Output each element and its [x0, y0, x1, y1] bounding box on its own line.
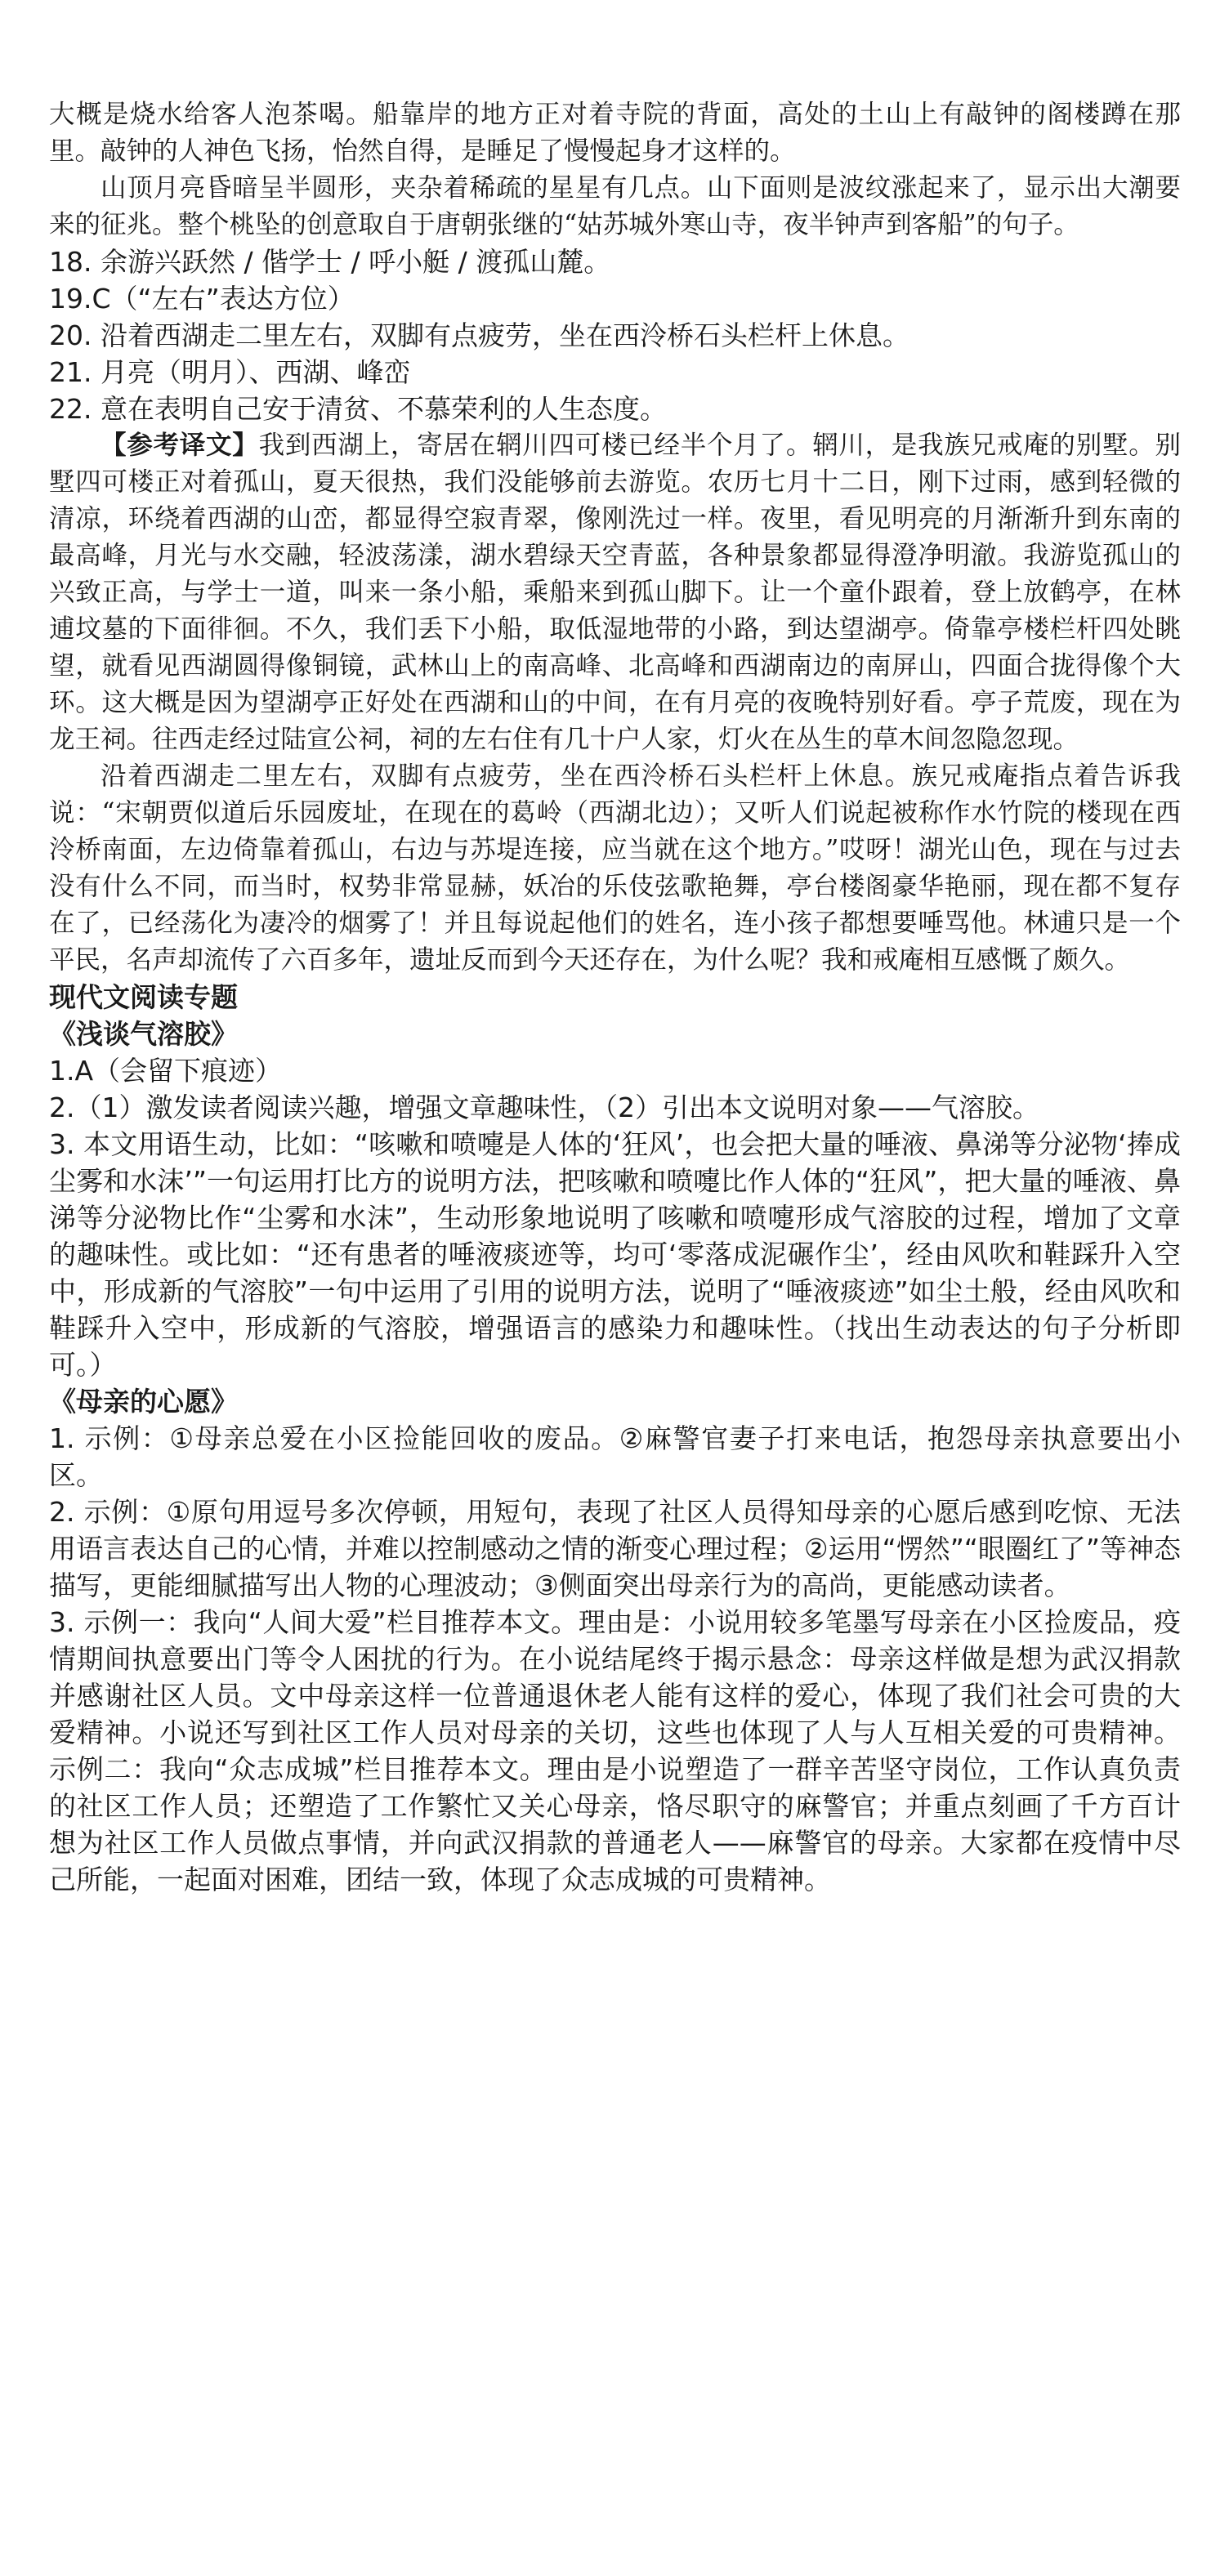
translation-paragraph-2: 沿着西湖走二里左右，双脚有点疲劳，坐在西泠桥石头栏杆上休息。族兄戒庵指点着告诉我说：“宋朝贾似道后乐园废址，在现在的葛岭（西湖北边）；又听人们说起被称作水竹院的楼现在西泠桥南面，左边倚靠着孤山，右边与苏堤连接，应当就在这个地方。”哎呀！湖光山色，现在与过去没有什么不同，而当时，权势非常显赫，妖冶的乐伎弦歌艳舞，亭台楼阁豪华艳丽，现在都不复存在了，已经荡化为凄冷的烟雾了！并且每说起他们的姓名，连小孩子都想要唾骂他。林逋只是一个平民，名声却流传了六百多年，遗址反而到今天还存在，为什么呢？我和戒庵相互感慨了颇久。: [49, 761, 1181, 975]
mothers-wish-answer-2: 2. 示例：①原句用逗号多次停顿，用短句，表现了社区人员得知母亲的心愿后感到吃惊、无法用语言表达自己的心情，并难以控制感动之情的渐变心理过程；②运用“愣然”“眼圈红了”等神态描写，更能细腻描写出人物的心理波动；③侧面突出母亲行为的高尚，更能感动读者。: [49, 1496, 1181, 1601]
mothers-wish-answer-1: 1. 示例：①母亲总爱在小区捡能回收的废品。②麻警官妻子打来电话，抱怨母亲执意要出小区。: [49, 1422, 1181, 1491]
answer-20: 20. 沿着西湖走二里左右，双脚有点疲劳，坐在西泠桥石头栏杆上休息。: [49, 319, 909, 351]
translation-label: 【参考译文】: [101, 431, 259, 460]
aerosol-answer-3: 3. 本文用语生动，比如：“咳嗽和喷嚏是人体的‘狂风’，也会把大量的唾液、鼻涕等分泌物‘捧成尘雾和水沫’”一句运用打比方的说明方法，把咳嗽和喷嚏比作人体的“狂风”，把大量的唾液、鼻涕等分泌物比作“尘雾和水沫”，生动形象地说明了咳嗽和喷嚏形成气溶胶的过程，增加了文章的趣味性。或比如：“还有患者的唾液痰迹等，均可‘零落成泥碾作尘’，经由风吹和鞋踩升入空中，形成新的气溶胶”一句中运用了引用的说明方法，说明了“唾液痰迹”如尘土般，经由风吹和鞋踩升入空中，形成新的气溶胶，增强语言的感染力和趣味性。（找出生动表达的句子分析即可。）: [49, 1128, 1181, 1381]
translation-text-1: 我到西湖上，寄居在辋川四可楼已经半个月了。辋川，是我族兄戒庵的别墅。别墅四可楼正对着孤山，夏天很热，我们没能够前去游览。农历七月十二日，刚下过雨，感到轻微的清凉，环绕着西湖的山峦，都显得空寂青翠，像刚洗过一样。夜里，看见明亮的月渐渐升到东南的最高峰，月光与水交融，轻波荡漾，湖水碧绿天空青蓝，各种景象都显得澄净明澈。我游览孤山的兴致正高，与学士一道，叫来一条小船，乘船来到孤山脚下。让一个童仆跟着，登上放鹤亭，在林逋坟墓的下面徘徊。不久，我们丢下小船，取低湿地带的小路，到达望湖亭。倚靠亭楼栏杆四处眺望，就看见西湖圆得像铜镜，武林山上的南高峰、北高峰和西湖南边的南屏山，四面合拢得像个大环。这大概是因为望湖亭正好处在西湖和山的中间，在有月亮的夜晚特别好看。亭子荒废，现在为龙王祠。往西走经过陆宣公祠，祠的左右住有几十户人家，灯火在丛生的草木间忽隐忽现。: [49, 431, 1181, 754]
aerosol-answer-1: 1.A（会留下痕迹）: [49, 1055, 283, 1087]
classical-paragraph-moon: 山顶月亮昏暗呈半圆形，夹杂着稀疏的星星有几点。山下面则是波纹涨起来了，显示出大潮要来的征兆。整个桃坠的创意取自于唐朝张继的“姑苏城外寒山寺，夜半钟声到客船”的句子。: [49, 173, 1181, 239]
section-title-modern-reading: 现代文阅读专题: [49, 981, 238, 1013]
article-title-mothers-wish: 《母亲的心愿》: [49, 1386, 238, 1417]
classical-paragraph-top: 大概是烧水给客人泡茶喝。船靠岸的地方正对着寺院的背面，高处的土山上有敲钟的阁楼蹲在那里。敲钟的人神色飞扬，怡然自得，是睡足了慢慢起身才这样的。: [49, 100, 1181, 166]
answer-page: [49, 96, 1181, 1898]
mothers-wish-answer-3: 3. 示例一：我向“人间大爱”栏目推荐本文。理由是：小说用较多笔墨写母亲在小区捡废品，疫情期间执意要出门等令人困扰的行为。在小说结尾终于揭示悬念：母亲这样做是想为武汉捐款并感谢社区人员。文中母亲这样一位普通退休老人能有这样的爱心，体现了我们社会可贵的大爱精神。小说还写到社区工作人员对母亲的关切，这些也体现了人与人互相关爱的可贵精神。示例二：我向“众志成城”栏目推荐本文。理由是小说塑造了一群辛苦坚守岗位，工作认真负责的社区工作人员；还塑造了工作繁忙又关心母亲，恪尽职守的麻警官；并重点刻画了千方百计想为社区工作人员做点事情，并向武汉捐款的普通老人——麻警官的母亲。大家都在疫情中尽己所能，一起面对困难，团结一致，体现了众志成城的可贵精神。: [49, 1606, 1181, 1895]
answer-21: 21. 月亮（明月）、西湖、峰峦: [49, 356, 411, 388]
answer-22: 22. 意在表明自己安于清贫、不慕荣利的人生态度。: [49, 393, 667, 425]
answer-18: 18. 余游兴跃然 / 偕学士 / 呼小艇 / 渡孤山麓。: [49, 246, 611, 278]
article-title-aerosol: 《浅谈气溶胶》: [49, 1018, 238, 1050]
answer-19: 19.C（“左右”表达方位）: [49, 283, 355, 315]
aerosol-answer-2: 2.（1）激发读者阅读兴趣，增强文章趣味性，（2）引出本文说明对象——气溶胶。: [49, 1092, 1039, 1123]
translation-paragraph-1: [49, 427, 1181, 758]
